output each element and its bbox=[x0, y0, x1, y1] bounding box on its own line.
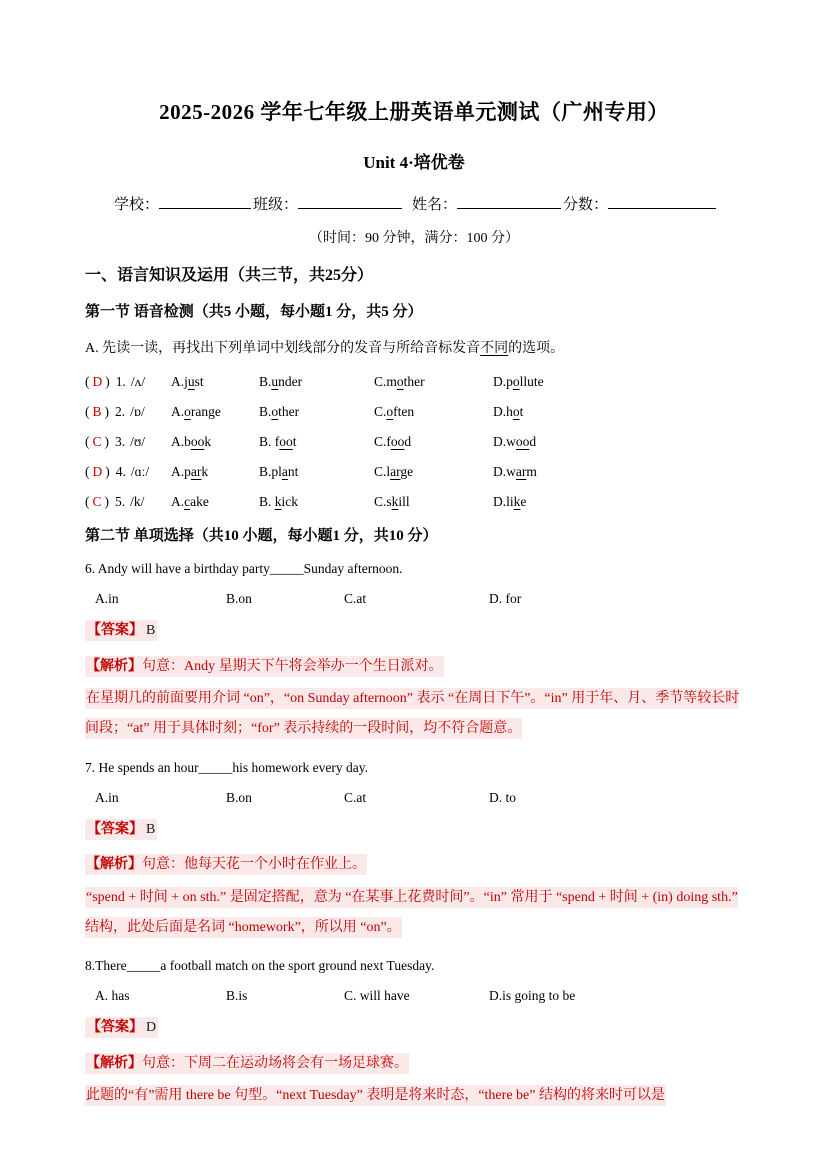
answer-paren-close: ) bbox=[105, 374, 110, 389]
underlined-letters: oo bbox=[390, 434, 405, 449]
class-blank bbox=[298, 193, 402, 209]
underlined-letters: o bbox=[271, 404, 279, 419]
underlined-letters: o bbox=[512, 404, 520, 419]
instruction-underlined-word: 不同 bbox=[480, 341, 509, 356]
answer-option: A.in bbox=[95, 789, 119, 805]
answer-option: B.on bbox=[226, 789, 252, 805]
underlined-letters: u bbox=[271, 374, 279, 389]
answer-highlight bbox=[85, 819, 157, 840]
answer-line bbox=[85, 618, 743, 645]
part1-instruction bbox=[85, 337, 743, 357]
phonetic-option: D.like bbox=[493, 494, 527, 509]
answer-option: D. for bbox=[489, 591, 522, 606]
answer-highlight bbox=[85, 620, 157, 641]
answer-paren-open: ( bbox=[85, 494, 90, 509]
analysis-line bbox=[85, 883, 743, 942]
option-label: C. bbox=[374, 494, 387, 509]
answer-paren-close: ) bbox=[104, 494, 110, 509]
phonetic-question-list bbox=[85, 374, 743, 510]
analysis-line bbox=[85, 850, 743, 880]
question-number: 3. bbox=[115, 434, 126, 449]
question-block bbox=[85, 760, 743, 943]
option-label: A. bbox=[171, 494, 185, 509]
answer-paren-open: ( bbox=[85, 464, 90, 479]
phonetic-option: D.wood bbox=[493, 434, 537, 449]
multiple-choice-list bbox=[85, 561, 743, 1111]
option-label: B. bbox=[259, 404, 272, 419]
student-info-line bbox=[85, 193, 743, 214]
underlined-letters: o bbox=[396, 374, 404, 389]
answer-paren-close: ) bbox=[105, 464, 110, 479]
answer-value: D bbox=[146, 1020, 157, 1036]
answer-option: A. has bbox=[95, 988, 130, 1004]
phonetic-option: A.cake bbox=[171, 494, 209, 509]
underlined-letters: ar bbox=[390, 464, 401, 479]
underlined-letters: o bbox=[386, 404, 394, 419]
answer-line bbox=[85, 817, 743, 844]
class-label: 班级： bbox=[252, 197, 298, 213]
question-number: 5. bbox=[115, 494, 126, 509]
analysis-label: 【解析】 bbox=[86, 658, 142, 674]
question-number: 2. bbox=[115, 404, 126, 419]
score-blank bbox=[608, 193, 716, 209]
phonetic-option: B. foot bbox=[259, 434, 297, 449]
phonetic-option: A.just bbox=[171, 374, 204, 389]
option-label: D. bbox=[493, 404, 507, 419]
option-label: D. bbox=[493, 464, 507, 479]
answer-paren-open: ( bbox=[85, 434, 90, 449]
phonetic-answer: B bbox=[92, 404, 102, 419]
question-block bbox=[85, 561, 743, 744]
analysis-label: 【解析】 bbox=[86, 1055, 142, 1071]
underlined-letters: k bbox=[274, 494, 282, 509]
phonetic-answer: C bbox=[92, 434, 102, 449]
answer-paren-open: ( bbox=[85, 404, 90, 419]
option-label: A. bbox=[171, 404, 185, 419]
phonetic-symbol: /ʊ/ bbox=[130, 434, 146, 449]
option-label: D. bbox=[493, 494, 507, 509]
phonetic-option: B.other bbox=[259, 404, 300, 419]
phonetic-question-row bbox=[85, 434, 743, 450]
underlined-letters: o bbox=[184, 404, 191, 419]
underlined-letters: c bbox=[184, 494, 191, 509]
analysis-highlight: 【解析】句意：下周二在运动场将会有一场足球赛。 bbox=[85, 1053, 409, 1074]
phonetic-option: B. kick bbox=[259, 494, 299, 509]
phonetic-symbol: /ɑː/ bbox=[130, 464, 150, 479]
answer-paren-close: ) bbox=[104, 404, 110, 419]
option-label: B. bbox=[259, 374, 272, 389]
school-blank bbox=[159, 193, 251, 209]
instruction-suffix: 的选项。 bbox=[508, 341, 565, 356]
answer-line bbox=[85, 1015, 743, 1042]
phonetic-question-head bbox=[85, 494, 171, 510]
phonetic-question-row bbox=[85, 494, 743, 510]
question-number: 1. bbox=[115, 374, 126, 389]
answer-option: C.at bbox=[344, 591, 367, 606]
underlined-letters: u bbox=[187, 374, 195, 389]
question-text: 7. He spends an hour_____his homework every day. bbox=[85, 759, 368, 775]
phonetic-option: D.hot bbox=[493, 404, 524, 419]
answer-option: C.at bbox=[344, 789, 367, 805]
phonetic-question-head bbox=[85, 434, 171, 450]
analysis-highlight: “spend + 时间 + on sth.” 是固定搭配，意为 “在某事上花费时间”。“in” 常用于 “spend + 时间 + (in) doing sth.” 结构，此处后面是名词 “homework”，所以用 “on”。 bbox=[85, 887, 738, 938]
analysis-highlight: 【解析】句意：Andy 星期天下午将会举办一个生日派对。 bbox=[85, 656, 444, 677]
phonetic-answer: D bbox=[92, 464, 103, 479]
answer-option: D.is going to be bbox=[489, 988, 576, 1004]
phonetic-question-head bbox=[85, 374, 171, 390]
phonetic-option: C.mother bbox=[374, 374, 425, 389]
phonetic-answer: C bbox=[92, 494, 102, 509]
phonetic-option: C.often bbox=[374, 404, 415, 419]
phonetic-option: B.under bbox=[259, 374, 303, 389]
question-options bbox=[85, 988, 743, 1004]
question-block bbox=[85, 958, 743, 1111]
underlined-letters: oo bbox=[279, 434, 293, 449]
analysis-highlight: 【解析】句意：他每天花一个小时在作业上。 bbox=[85, 854, 367, 875]
option-label: A. bbox=[171, 464, 185, 479]
answer-label: 【答案】 bbox=[87, 821, 143, 837]
underlined-letters: oo bbox=[190, 434, 205, 449]
answer-paren-close: ) bbox=[104, 434, 110, 449]
question-number: 4. bbox=[115, 464, 126, 479]
option-label: B. bbox=[259, 494, 272, 509]
paper-title: 2025-2026 学年七年级上册英语单元测试（广州专用） bbox=[159, 100, 669, 124]
phonetic-symbol: /ɒ/ bbox=[130, 404, 145, 419]
phonetic-option: B.plant bbox=[259, 464, 299, 479]
answer-value: B bbox=[146, 821, 156, 837]
question-options bbox=[85, 591, 743, 607]
phonetic-option: A.park bbox=[171, 464, 209, 479]
answer-option: A.in bbox=[95, 591, 119, 606]
phonetic-option: D.warm bbox=[493, 464, 537, 479]
phonetic-option: A.book bbox=[171, 434, 212, 449]
phonetic-question-row bbox=[85, 464, 743, 480]
part1-heading: 第一节 语音检测（共5 小题，每小题1 分，共5 分） bbox=[85, 304, 423, 320]
phonetic-symbol: /k/ bbox=[130, 494, 145, 509]
phonetic-question-row bbox=[85, 404, 743, 420]
answer-highlight bbox=[85, 1017, 158, 1038]
analysis-highlight: 在星期几的前面要用介词 “on”，“on Sunday afternoon” 表示 “在周日下午”。“in” 用于年、月、季节等较长时间段；“at” 用于具体时刻；“for” 表示持续的一段时间，均不符合题意。 bbox=[85, 688, 739, 739]
underlined-letters: oo bbox=[515, 434, 530, 449]
option-label: C. bbox=[374, 404, 387, 419]
underlined-letters: o bbox=[512, 374, 520, 389]
instruction-prefix: A. 先读一读，再找出下列单词中划线部分的发音与所给音标发音 bbox=[85, 341, 481, 356]
option-label: A. bbox=[171, 374, 185, 389]
phonetic-option: A.orange bbox=[171, 404, 221, 419]
analysis-label: 【解析】 bbox=[86, 857, 142, 873]
phonetic-symbol: /ʌ/ bbox=[130, 374, 146, 389]
phonetic-question-head bbox=[85, 404, 171, 420]
question-text: 8.There_____a football match on the sport ground next Tuesday. bbox=[85, 958, 435, 974]
phonetic-answer: D bbox=[92, 374, 103, 389]
phonetic-option: C.large bbox=[374, 464, 414, 479]
question-options bbox=[85, 790, 743, 806]
analysis-line bbox=[85, 684, 743, 743]
phonetic-option: C.food bbox=[374, 434, 412, 449]
school-label: 学校： bbox=[113, 197, 159, 213]
analysis-line bbox=[85, 652, 743, 682]
answer-option: C. will have bbox=[344, 988, 410, 1004]
option-label: D. bbox=[493, 374, 507, 389]
phonetic-question-row bbox=[85, 374, 743, 390]
paper-subtitle: Unit 4·培优卷 bbox=[363, 153, 465, 172]
option-label: C. bbox=[374, 464, 387, 479]
option-label: A. bbox=[171, 434, 185, 449]
answer-value: B bbox=[146, 623, 156, 638]
option-label: C. bbox=[374, 374, 387, 389]
option-label: D. bbox=[493, 434, 507, 449]
underlined-letters: ar bbox=[190, 464, 202, 479]
option-label: B. bbox=[259, 434, 272, 449]
question-text: 6. Andy will have a birthday party_____Sunday afternoon. bbox=[85, 561, 403, 576]
time-score-line: （时间：90 分钟，满分：100 分） bbox=[309, 231, 519, 246]
answer-option: B.is bbox=[226, 988, 248, 1004]
underlined-letters: k bbox=[513, 494, 521, 509]
answer-label: 【答案】 bbox=[87, 623, 143, 638]
analysis-highlight: 此题的“有”需用 there be 句型。“next Tuesday” 表明是将来时态，“there be” 结构的将来时可以是 bbox=[85, 1085, 666, 1106]
option-label: B. bbox=[259, 464, 272, 479]
phonetic-option: C.skill bbox=[374, 494, 410, 509]
name-blank bbox=[457, 193, 561, 209]
underlined-letters: ar bbox=[515, 464, 527, 479]
option-label: C. bbox=[374, 434, 387, 449]
answer-option: D. to bbox=[489, 789, 516, 805]
answer-option: B.on bbox=[226, 591, 252, 606]
phonetic-question-head bbox=[85, 464, 171, 480]
part2-heading: 第二节 单项选择（共10 小题，每小题1 分，共10 分） bbox=[85, 528, 438, 544]
answer-paren-open: ( bbox=[85, 374, 90, 389]
underlined-letters: k bbox=[391, 494, 399, 509]
phonetic-option: D.pollute bbox=[493, 374, 544, 389]
analysis-line bbox=[85, 1049, 743, 1079]
answer-label: 【答案】 bbox=[87, 1020, 143, 1036]
score-label: 分数： bbox=[563, 197, 609, 213]
section1-heading: 一、语言知识及运用（共三节，共25分） bbox=[85, 267, 374, 284]
analysis-line bbox=[85, 1081, 743, 1111]
name-label: 姓名： bbox=[412, 197, 458, 213]
underlined-letters: a bbox=[281, 464, 288, 479]
